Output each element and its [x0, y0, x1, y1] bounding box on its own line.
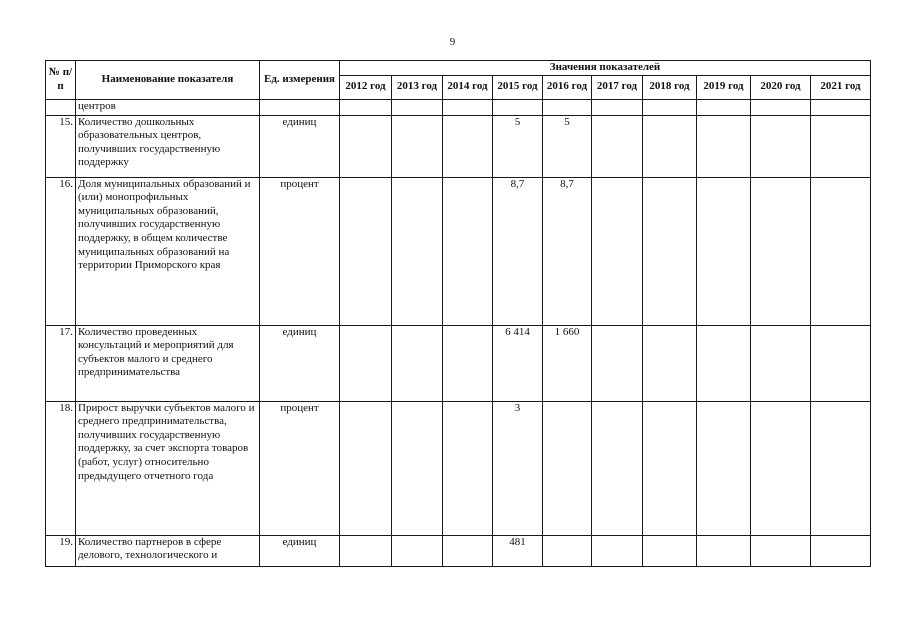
- value-cell: [392, 115, 443, 177]
- value-cell: [340, 401, 392, 535]
- header-num: № п/п: [46, 61, 76, 100]
- value-cell: [751, 535, 811, 566]
- value-cell: [592, 325, 643, 401]
- value-cell: [340, 535, 392, 566]
- row-number: 15.: [46, 115, 76, 177]
- value-cell: [643, 325, 697, 401]
- value-cell: [751, 325, 811, 401]
- indicator-name: центров: [76, 99, 260, 115]
- value-cell: [340, 325, 392, 401]
- header-year: 2014 год: [443, 75, 493, 99]
- value-cell: 3: [493, 401, 543, 535]
- indicators-table: [45, 60, 871, 567]
- header-year: 2015 год: [493, 75, 543, 99]
- value-cell: [643, 535, 697, 566]
- header-values-group: Значения показателей: [340, 61, 871, 76]
- value-cell: [443, 99, 493, 115]
- value-cell: [811, 177, 871, 325]
- indicator-name: Доля муниципальных образований и (или) монопрофильных муниципальных образований, получивших государственную поддержку, в общем количестве муниципальных образований на территории Приморского края: [76, 177, 260, 325]
- value-cell: [392, 535, 443, 566]
- value-cell: [340, 99, 392, 115]
- value-cell: [643, 115, 697, 177]
- value-cell: [392, 401, 443, 535]
- table-row: [46, 535, 871, 566]
- value-cell: [592, 99, 643, 115]
- header-unit: Ед. измерения: [260, 61, 340, 100]
- value-cell: [697, 177, 751, 325]
- header-year: 2019 год: [697, 75, 751, 99]
- unit-cell: процент: [260, 401, 340, 535]
- unit-cell: единиц: [260, 115, 340, 177]
- table-row: [46, 401, 871, 535]
- value-cell: [811, 325, 871, 401]
- value-cell: 1 660: [543, 325, 592, 401]
- unit-cell: единиц: [260, 535, 340, 566]
- value-cell: 6 414: [493, 325, 543, 401]
- indicator-name: Количество дошкольных образовательных центров, получивших государственную поддержку: [76, 115, 260, 177]
- value-cell: [443, 401, 493, 535]
- value-cell: [392, 325, 443, 401]
- table-row: [46, 177, 871, 325]
- value-cell: 8,7: [543, 177, 592, 325]
- indicator-name: Количество партнеров в сфере делового, технологического и: [76, 535, 260, 566]
- value-cell: [443, 177, 493, 325]
- value-cell: [543, 99, 592, 115]
- value-cell: [751, 401, 811, 535]
- value-cell: [592, 177, 643, 325]
- value-cell: [811, 535, 871, 566]
- value-cell: [592, 401, 643, 535]
- row-number: [46, 99, 76, 115]
- value-cell: [392, 99, 443, 115]
- value-cell: [811, 115, 871, 177]
- value-cell: [340, 115, 392, 177]
- table-row: [46, 99, 871, 115]
- indicator-name: Количество проведенных консультаций и мероприятий для субъектов малого и среднего предпринимательства: [76, 325, 260, 401]
- header-year: 2016 год: [543, 75, 592, 99]
- unit-cell: единиц: [260, 325, 340, 401]
- row-number: 16.: [46, 177, 76, 325]
- value-cell: [697, 325, 751, 401]
- header-name: Наименование показателя: [76, 61, 260, 100]
- value-cell: 8,7: [493, 177, 543, 325]
- unit-cell: [260, 99, 340, 115]
- value-cell: [493, 99, 543, 115]
- value-cell: [697, 115, 751, 177]
- value-cell: [392, 177, 443, 325]
- value-cell: [443, 115, 493, 177]
- table-row: [46, 115, 871, 177]
- value-cell: [697, 535, 751, 566]
- value-cell: [751, 115, 811, 177]
- value-cell: [811, 401, 871, 535]
- table-row: [46, 325, 871, 401]
- header-year: 2013 год: [392, 75, 443, 99]
- value-cell: [340, 177, 392, 325]
- row-number: 17.: [46, 325, 76, 401]
- value-cell: [697, 401, 751, 535]
- row-number: 19.: [46, 535, 76, 566]
- value-cell: [443, 535, 493, 566]
- row-number: 18.: [46, 401, 76, 535]
- value-cell: 5: [493, 115, 543, 177]
- value-cell: 5: [543, 115, 592, 177]
- value-cell: [643, 177, 697, 325]
- value-cell: [443, 325, 493, 401]
- unit-cell: процент: [260, 177, 340, 325]
- value-cell: [697, 99, 751, 115]
- value-cell: [643, 401, 697, 535]
- value-cell: [643, 99, 697, 115]
- value-cell: [811, 99, 871, 115]
- value-cell: [543, 535, 592, 566]
- value-cell: [543, 401, 592, 535]
- value-cell: [751, 99, 811, 115]
- header-year: 2017 год: [592, 75, 643, 99]
- value-cell: [592, 115, 643, 177]
- value-cell: [592, 535, 643, 566]
- value-cell: [751, 177, 811, 325]
- header-year: 2018 год: [643, 75, 697, 99]
- header-year: 2020 год: [751, 75, 811, 99]
- header-year: 2012 год: [340, 75, 392, 99]
- indicator-name: Прирост выручки субъектов малого и среднего предпринимательства, получивших государственную поддержку, за счет экспорта товаров (работ, услуг) относительно предыдущего отчетного года: [76, 401, 260, 535]
- page-number: 9: [449, 36, 456, 48]
- value-cell: 481: [493, 535, 543, 566]
- header-year: 2021 год: [811, 75, 871, 99]
